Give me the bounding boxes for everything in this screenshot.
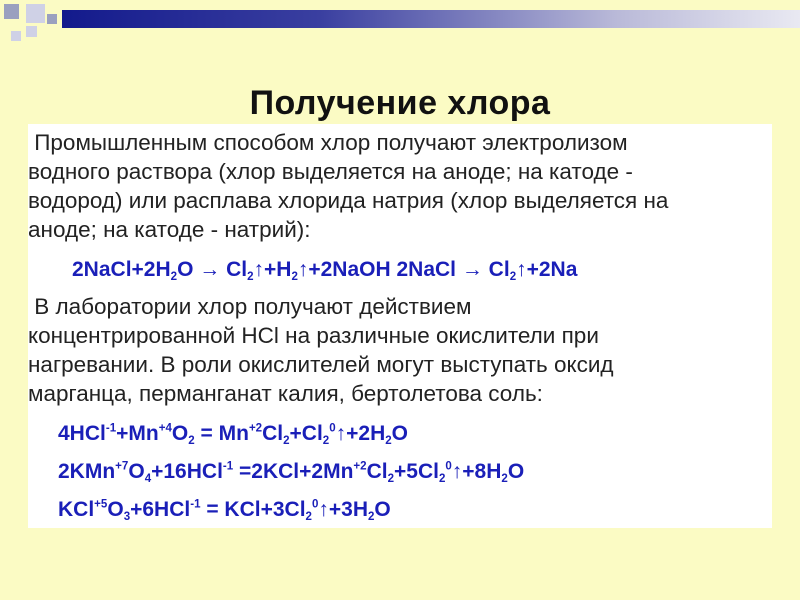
text-line: В лаборатории хлор получают действием xyxy=(28,294,472,319)
decorative-square xyxy=(26,26,37,37)
top-decorative-bar xyxy=(62,10,800,28)
equation-kclo3: $KCl^{+5}O_3+6HCl^{-1}$ = $KCl+3Cl_2^0↑+3H_2O$ xyxy=(58,498,391,524)
decorative-square xyxy=(26,4,45,23)
text-line: водного раствора (хлор выделяется на аноде; на катоде - xyxy=(28,159,633,184)
decorative-square xyxy=(4,4,19,19)
text-line: марганца, перманганат калия, бертолетова соль: xyxy=(28,381,543,406)
text-line: водород) или расплава хлорида натрия (хлор выделяется на xyxy=(28,188,669,213)
equation-electrolysis: $2NaCl+2H_2O$ → $Cl_2↑+H_2↑+2NaOH$ 2NaCl → $Cl_2↑+2Na$ xyxy=(72,258,578,284)
equation-mno2: $4HCl^{-1}+Mn^{+4}O_2$ = $Mn^{+2}Cl_2+Cl_2^0↑+2H_2O$ xyxy=(58,422,409,448)
text-line: аноде; на катоде - натрий): xyxy=(28,217,311,242)
text-line: концентрированной HCl на различные окислители при xyxy=(28,323,599,348)
text-line: Промышленным способом хлор получают электролизом xyxy=(28,130,628,155)
decorative-square xyxy=(11,31,21,41)
industrial-method-paragraph xyxy=(28,128,668,244)
equation-kmno4: $2KMn^{+7}O_4+16HCl^{-1}$ $=2KCl+2Mn^{+2}Cl_2+5Cl_2^0↑+8H_2O$ xyxy=(58,460,525,486)
lab-method-paragraph xyxy=(28,292,614,408)
slide-content xyxy=(28,124,772,528)
decorative-square xyxy=(47,14,57,24)
text-line: нагревании. В роли окислителей могут выступать оксид xyxy=(28,352,614,377)
slide-title: Получение хлора xyxy=(249,84,551,122)
